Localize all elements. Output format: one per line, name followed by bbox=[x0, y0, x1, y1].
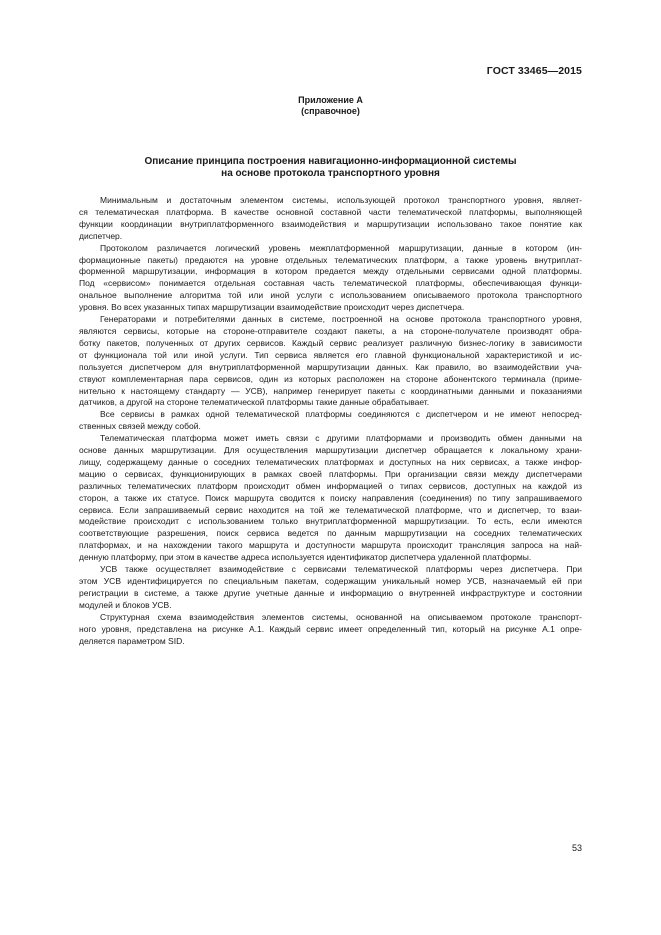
section-heading-line-1: Описание принципа построения навигационно-информационной системы bbox=[144, 156, 517, 167]
page-number: 53 bbox=[571, 843, 582, 853]
paragraph-line: функции координации внутриплатформенного взаимодействия и маршрутизации использовано такое понятие как bbox=[79, 218, 582, 229]
body-text bbox=[79, 195, 582, 647]
section-heading bbox=[0, 156, 661, 180]
paragraph-line: формационные пакеты) предаются на уровне отдельных телематических платформ, а также уровень внутриплат- bbox=[79, 254, 582, 265]
paragraph-line: ботку пакетов, полученных от других сервисов. Каждый сервис реализует различную бизнес-логику в зависимости bbox=[79, 337, 582, 348]
paragraph-line: уровня. Во всех указанных типах маршрутизации взаимодействие происходит через диспетчера. bbox=[79, 302, 465, 313]
paragraph-line: Под «сервисом» понимается отдельная составная часть телематической платформы, обеспечивающая функци- bbox=[79, 278, 582, 289]
paragraph-line: Телематическая платформа может иметь связи с другими платформами и производить обмен данными на bbox=[100, 433, 582, 444]
paragraph-line: Все сервисы в рамках одной телематической платформы соединяются с диспетчером и не имеют непосред- bbox=[100, 409, 582, 420]
paragraph bbox=[79, 243, 582, 314]
standard-code: ГОСТ 33465—2015 bbox=[486, 65, 582, 77]
paragraph-line: пользуется диспетчером для внутриплатформенной маршрутизации данных. Как правило, во взаимодействии уча- bbox=[79, 361, 582, 372]
paragraph-line: регистрации в системе, а также другие учетные данные и информацию о внутренней инфраструктуре и состоянии bbox=[79, 587, 582, 598]
paragraph-line: ствуют комплементарная пара сервисов, один из которых расположен на стороне абонентского терминала (приме- bbox=[79, 373, 582, 384]
section-heading-line-2: на основе протокола транспортного уровня bbox=[221, 168, 440, 179]
paragraph-line: являются сервисы, которые на стороне-отправителе создают пакеты, а на стороне-получателе производят обра- bbox=[79, 325, 582, 336]
paragraph-line: ся телематическая платформа. В качестве основной составной части телематической платформы, выполняющей bbox=[79, 206, 582, 217]
paragraph-line: мацию о сервисах, функционирующих в рамках своей платформы. При организации связи между диспетчерами bbox=[79, 468, 582, 479]
paragraph-line: различных телематических платформ происходит обмен информацией о типах сервисов, доступных на каждой из bbox=[79, 480, 582, 491]
paragraph-line: этом УСВ идентифицируется по специальным пакетам, содержащим уникальный номер УСВ, назначаемый ей при bbox=[79, 576, 582, 586]
paragraph-line: платформах, и на нахождении такого маршрута и доступности маршрута происходит трансляция запроса на най- bbox=[79, 540, 582, 551]
paragraph-line: Протоколом различается логический уровень межплатформенной маршрутизации, данные в котором (ин- bbox=[100, 242, 582, 253]
paragraph-line: форменной маршрутизации, информация в котором предается между отдельными сервисами одной платформы. bbox=[79, 266, 582, 277]
paragraph-line: Структурная схема взаимодействия элементов системы, основанной на описываемом протоколе транспорт- bbox=[100, 611, 582, 622]
annex-title: Приложение А bbox=[298, 95, 363, 105]
paragraph-line: сервиса. Если запрашиваемый сервис находится на той же телематической платформе, что и диспетчер, то взаи- bbox=[79, 504, 582, 515]
paragraph-line: УСВ также осуществляет взаимодействие с сервисами телематической платформы через диспетчера. При bbox=[100, 564, 582, 575]
paragraph-line: от функционала той или иной услуги. Тип сервиса является его главной функциональной характеристикой и ис- bbox=[79, 349, 582, 360]
paragraph bbox=[79, 433, 582, 564]
paragraph-line: сторон, а также их статусе. Поиск маршрута сводится к поиску направления (соединения) по типу запрашиваемого bbox=[79, 492, 582, 503]
paragraph-line: лищу, содержащему данные о соседних телематических платформах и доступных на них сервисах, а также инфор- bbox=[79, 456, 582, 467]
paragraph bbox=[79, 195, 582, 243]
paragraph-line: денную платформу, при этом в качестве адреса используется идентификатор диспетчера удаленной платформы. bbox=[79, 552, 532, 563]
paragraph-line: модействие происходит с использованием только внутриплатформенной маршрутизации. То есть, если имеются bbox=[79, 516, 582, 527]
paragraph-line: основе данных маршрутизации. Для осуществления маршрутизации диспетчер обращается к локальному храни- bbox=[79, 445, 582, 456]
annex-subtitle: (справочное) bbox=[301, 106, 360, 116]
paragraph bbox=[79, 564, 582, 612]
paragraph bbox=[79, 612, 582, 648]
paragraph bbox=[79, 409, 582, 433]
paragraph-line: ственных связей между собой. bbox=[79, 421, 201, 432]
paragraph-line: модулей и блоков УСВ. bbox=[79, 599, 172, 610]
paragraph-line: соответствующие разрешения, поиск сервиса ведется по данным маршрутизации на соседних телематических bbox=[79, 528, 582, 539]
paragraph-line: нительно к настоящему стандарту — УСВ), например генерирует пакеты с координатными данными и показаниями bbox=[79, 385, 582, 396]
paragraph-line: ного уровня, представлена на рисунке А.1. Каждый сервис имеет определенный тип, который на рисунке А.1 опре- bbox=[79, 623, 582, 634]
paragraph-line: Минимальным и достаточным элементом системы, использующей протокол транспортного уровня, являет- bbox=[100, 195, 582, 205]
paragraph-line: диспетчер. bbox=[79, 230, 123, 241]
paragraph-line: Генераторами и потребителями данных в системе, построенной на основе протокола транспортного уровня, bbox=[100, 314, 582, 325]
paragraph-line: деляется параметром SID. bbox=[79, 635, 185, 646]
paragraph bbox=[79, 314, 582, 409]
paragraph-line: ональное выполнение алгоритма той или иной услуги с использованием описываемого протокола транспортного bbox=[79, 290, 582, 301]
paragraph-line: датчиков, а другой на стороне телематической платформы такие данные обрабатывает. bbox=[79, 397, 430, 408]
